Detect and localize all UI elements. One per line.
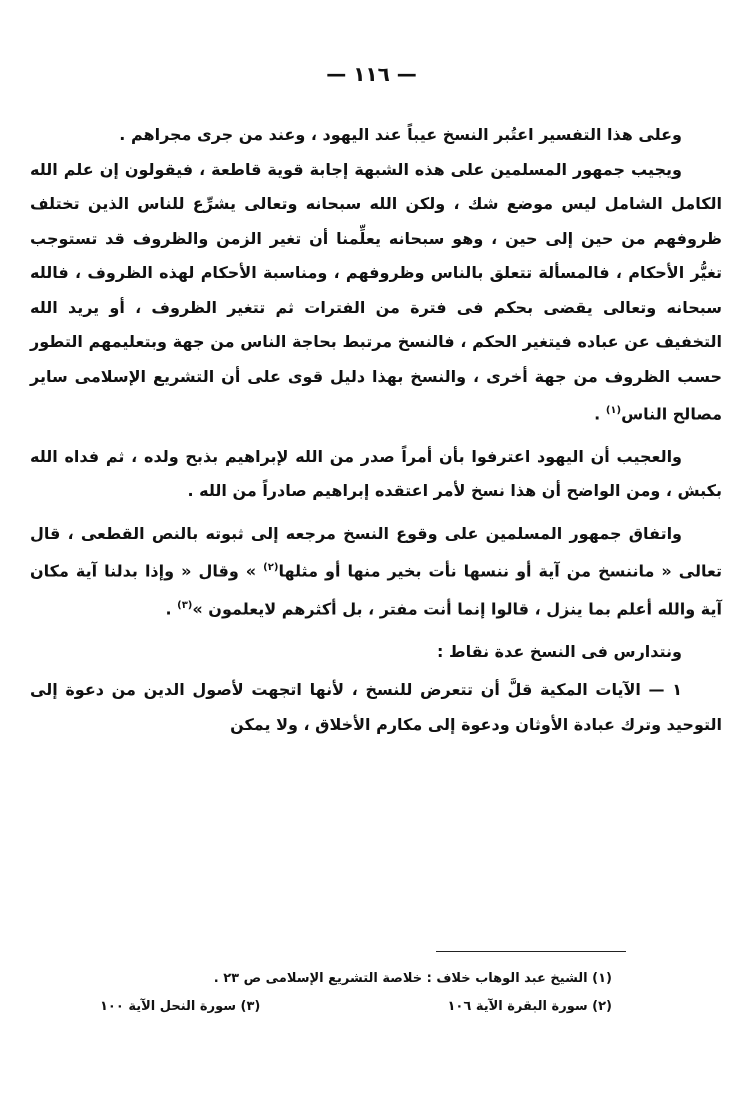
paragraph-2 <box>30 153 722 432</box>
footnote-separator <box>436 951 626 952</box>
footnote-1: (١) الشيخ عبد الوهاب خلاف : خلاصة التشريع الإسلامى ص ٢٣ . <box>213 971 612 986</box>
paragraph-1: وعلى هذا التفسير اعتُبر النسخ عيباً عند اليهود ، وعند من جرى مجراهم . <box>119 125 682 144</box>
paragraph-6: ١ — الآيات المكية قلَّ أن تتعرض للنسخ ، لأنها اتجهت لأصول الدين من دعوة إلى التوحيد وترك عبادة الأوثان ودعوة إلى مكارم الأخلاق ، ولا يمكن <box>30 680 722 734</box>
footnotes <box>100 965 612 1021</box>
footnote-ref-2: (٢) <box>263 562 279 574</box>
footnote-2: (٢) سورة البقرة الآية ١٠٦ <box>447 999 612 1014</box>
paragraph-4-end: . <box>165 599 178 619</box>
footnote-ref-3: (٣) <box>177 600 193 612</box>
footnote-row-2 <box>100 993 612 1021</box>
page-number: — ١١٦ — <box>326 62 417 86</box>
paragraph-2-end: . <box>594 404 606 424</box>
body-text <box>30 118 722 742</box>
paragraph-2-text: ويجيب جمهور المسلمين على هذه الشبهة إجابة قوية قاطعة ، فيقولون إن علم الله الكامل الشامل ليس موضع شك ، ولكن الله سبحانه وتعالى يشرِّع للناس الذين تختلف ظروفهم من حين إلى حين ، وهو سبحانه يعلِّمنا أن تغير الزمن والظروف قد تستوجب تغيُّر الأحكام ، فالمسألة تتعلق بالناس وظروفهم ، ومناسبة الأحكام لهذه الظروف ، فالله سبحانه وتعالى يقضى بحكم فى فترة من الفترات ثم تتغير الظروف ، أو يريد الله التخفيف عن عباده فيتغير الحكم ، فالنسخ مرتبط بحاجة الناس من جهة وبتعليمهم التطور حسب الظروف من جهة أخرى ، والنسخ بهذا دليل قوى على أن التشريع الإسلامى ساير مصالح الناس <box>30 159 722 424</box>
paragraph-3: والعجيب أن اليهود اعترفوا بأن أمراً صدر من الله لإبراهيم بذبح ولده ، ثم فداه الله بكبش ، ومن الواضح أن هذا نسخ لأمر اعتقده إبراهيم صادراً من الله . <box>30 446 722 501</box>
paragraph-4-text-b: » وقال « وإذا بدلنا آية مكان آية والله أعلم بما ينزل ، قالوا إنما أنت مفتر ، بل أكثرهم لايعلمون » <box>30 561 722 619</box>
footnote-3: (٣) سورة النحل الآية ١٠٠ <box>100 999 261 1014</box>
paragraph-4-text-a: واتفاق جمهور المسلمين على وقوع النسخ مرجعه إلى ثبوته بالنص القطعى ، قال تعالى « ماننسخ من آية أو ننسها نأت بخير منها أو مثلها <box>30 523 723 581</box>
paragraph-5: ونتدارس فى النسخ عدة نقاط : <box>436 641 682 661</box>
footnote-row-1 <box>100 965 612 993</box>
footnote-ref-1: (١) <box>605 405 622 416</box>
paragraph-4 <box>30 517 722 627</box>
